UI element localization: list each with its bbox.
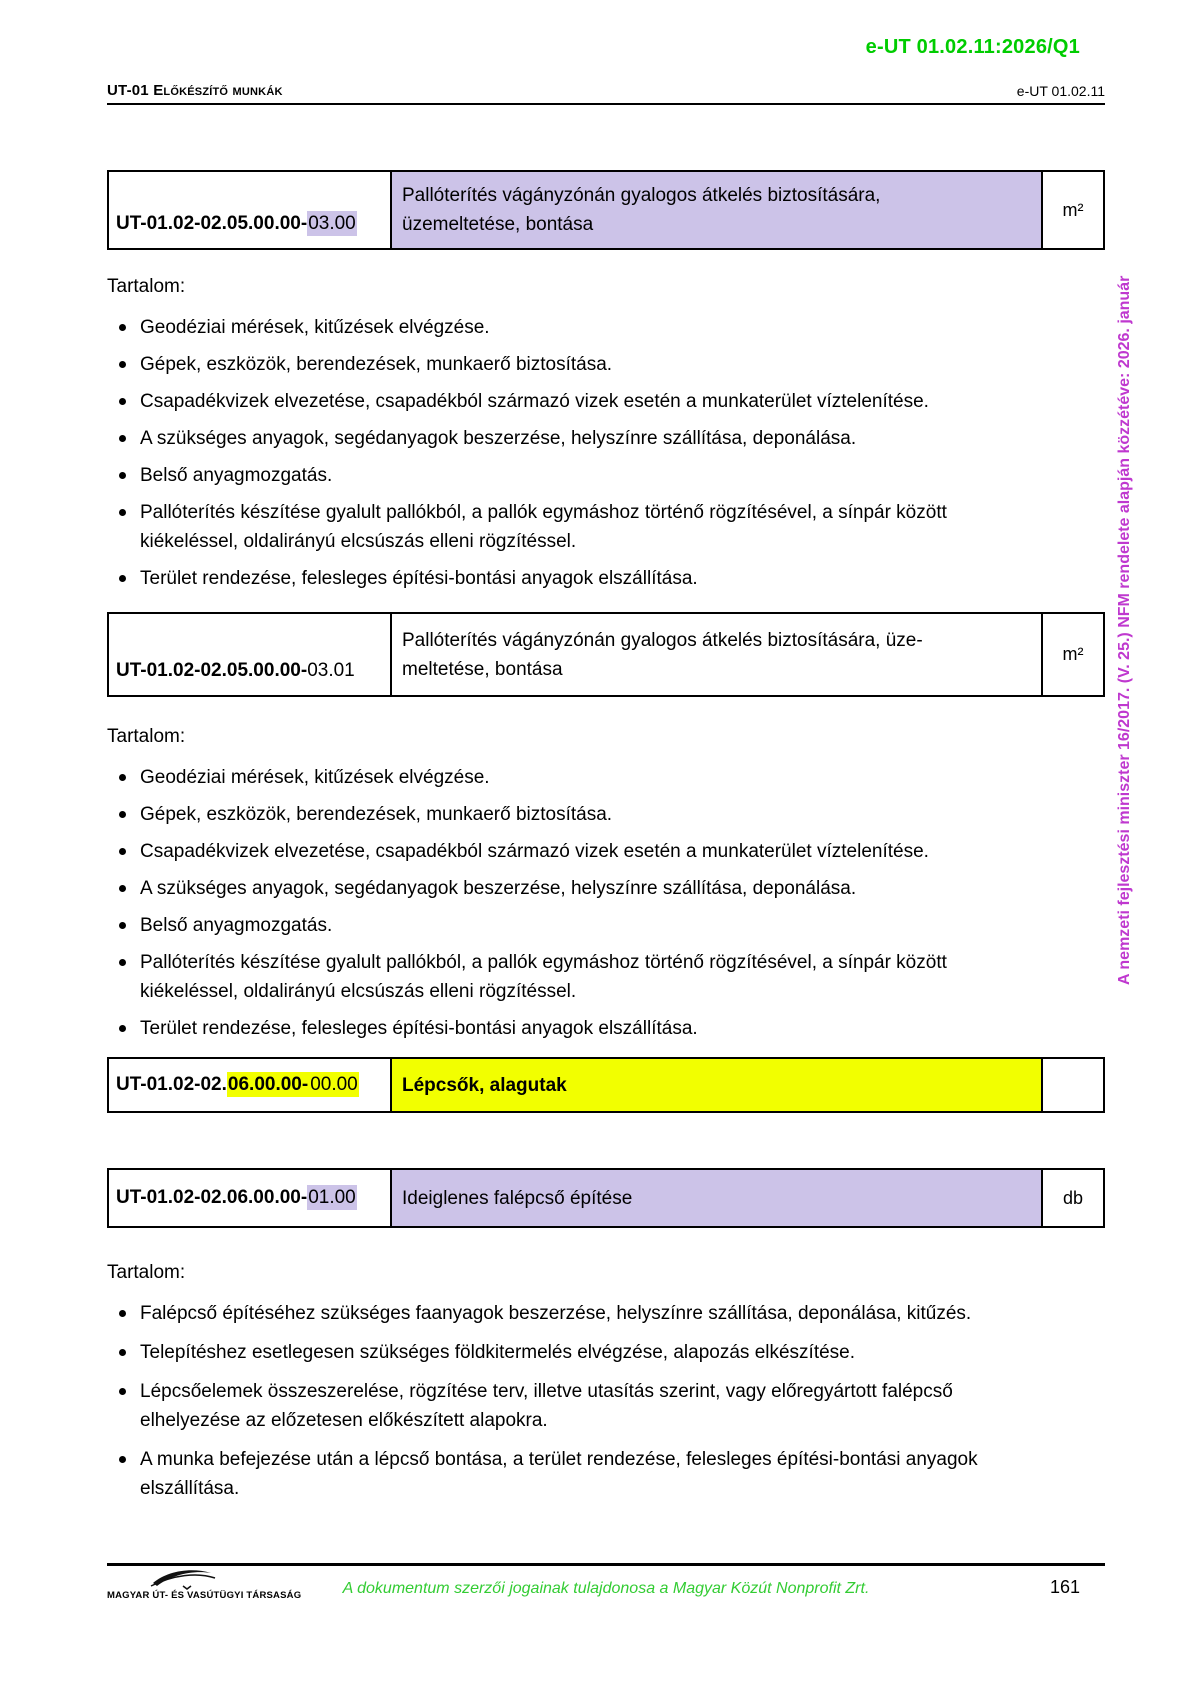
description-cell: [392, 1170, 1043, 1226]
list-item: A szükséges anyagok, segédanyagok beszerzése, helyszínre szállítása, deponálása.: [107, 874, 985, 903]
description-line: üzemeltetése, bontása: [402, 214, 594, 235]
group-title: Lépcsők, alagutak: [402, 1074, 567, 1096]
description-line: Ideiglenes falépcső építése: [402, 1187, 633, 1209]
code-cell: [109, 1170, 392, 1226]
list-item: Geodéziai mérések, kitűzések elvégzése.: [107, 763, 985, 792]
unit-cell: m²: [1043, 614, 1103, 695]
list-item: Lépcsőelemek összeszerelése, rögzítése terv, illetve utasítás szerint, vagy előregyártott falépcső elhelyezése az előzetesen előkészített alapokra.: [107, 1377, 985, 1435]
doc-code: e-UT 01.02.11: [1016, 83, 1105, 99]
code-prefix: UT-01.02-02.05.00.00-: [116, 213, 308, 234]
code-highlight: 01.00: [308, 1187, 356, 1208]
content-section-2: [107, 722, 1105, 1051]
description-line: Pallóterítés vágányzónán gyalogos átkelés biztosítására, üze-: [402, 629, 923, 651]
list-item: Belső anyagmozgatás.: [107, 461, 985, 490]
bullet-list: [107, 1299, 1105, 1503]
description-line: Pallóterítés vágányzónán gyalogos átkelés biztosítására,: [402, 185, 881, 206]
code-prefix: UT-01.02-02.05.00.00-: [116, 660, 308, 681]
list-item: Csapadékvizek elvezetése, csapadékból származó vizek esetén a munkaterület víztelenítése.: [107, 837, 985, 866]
list-item: Gépek, eszközök, berendezések, munkaerő biztosítása.: [107, 800, 985, 829]
code-cell: [109, 172, 392, 248]
unit-cell: [1043, 1059, 1103, 1111]
list-item: Terület rendezése, felesleges építési-bontási anyagok elszállítása.: [107, 1014, 985, 1043]
chapter-title: UT-01 Előkészítő munkák: [107, 82, 283, 99]
side-note: A nemzeti fejlesztési miniszter 16/2017. (V. 25.) NFM rendelete alapján közzétéve: 2026. január: [1116, 275, 1133, 985]
list-item: Csapadékvizek elvezetése, csapadékból származó vizek esetén a munkaterület víztelenítése.: [107, 387, 985, 416]
code-cell: [109, 614, 392, 695]
code-highlight: 03.00: [308, 213, 356, 234]
group-heading-table: [107, 1057, 1105, 1113]
list-item: Pallóterítés készítése gyalult pallókból, a pallók egymáshoz történő rögzítésével, a sínpár között kiékeléssel, oldalirányú elcsúszás elleni rögzítéssel.: [107, 498, 985, 556]
code-highlight: 00.00: [310, 1074, 358, 1095]
list-item: Gépek, eszközök, berendezések, munkaerő biztosítása.: [107, 350, 985, 379]
description-cell: [392, 172, 1043, 248]
footer-rule: [107, 1563, 1105, 1566]
work-item-table-2: [107, 612, 1105, 697]
list-item: Falépcső építéséhez szükséges faanyagok beszerzése, helyszínre szállítása, deponálása, kitűzés.: [107, 1299, 985, 1328]
content-label: Tartalom:: [107, 1262, 186, 1283]
code-prefix: UT-01.02-02.: [116, 1074, 227, 1095]
code-highlight: 06.00.00-: [227, 1074, 309, 1095]
list-item: Telepítéshez esetlegesen szükséges földkitermelés elvégzése, alapozás elkészítése.: [107, 1338, 985, 1367]
content-label: Tartalom:: [107, 726, 186, 747]
list-item: A munka befejezése után a lépcső bontása, a terület rendezése, felesleges építési-bontási anyagok elszállítása.: [107, 1445, 985, 1503]
list-item: Pallóterítés készítése gyalult pallókból, a pallók egymáshoz történő rögzítésével, a sínpár között kiékeléssel, oldalirányú elcsúszás elleni rögzítéssel.: [107, 948, 985, 1006]
list-item: Geodéziai mérések, kitűzések elvégzése.: [107, 313, 985, 342]
work-item-table-1: [107, 170, 1105, 250]
org-name: MAGYAR ÚT- ÉS VASÚTÜGYI TÁRSASÁG: [107, 1590, 302, 1601]
list-item: Belső anyagmozgatás.: [107, 911, 985, 940]
bullet-list: [107, 313, 1105, 593]
unit-cell: m²: [1043, 172, 1103, 248]
content-label: Tartalom:: [107, 276, 186, 297]
unit-cell: db: [1043, 1170, 1103, 1226]
running-header: [107, 82, 1105, 105]
list-item: A szükséges anyagok, segédanyagok beszerzése, helyszínre szállítása, deponálása.: [107, 424, 985, 453]
page-number: 161: [1049, 1577, 1080, 1597]
bullet-list: [107, 763, 1105, 1043]
doc-version-title: e-UT 01.02.11:2026/Q1: [865, 36, 1080, 58]
list-item: Terület rendezése, felesleges építési-bontási anyagok elszállítása.: [107, 564, 985, 593]
code-cell: [109, 1059, 392, 1111]
work-item-table-4: [107, 1168, 1105, 1228]
code-prefix: UT-01.02-02.06.00.00-: [116, 1187, 308, 1208]
code-suffix: 03.01: [307, 660, 355, 681]
description-line: meltetése, bontása: [402, 658, 563, 680]
copyright-notice: A dokumentum szerzői jogainak tulajdonosa a Magyar Közút Nonprofit Zrt.: [342, 1580, 870, 1597]
description-cell: [392, 614, 1043, 695]
group-title-cell: [392, 1059, 1043, 1111]
content-section-1: [107, 272, 1105, 601]
content-section-3: [107, 1258, 1105, 1513]
